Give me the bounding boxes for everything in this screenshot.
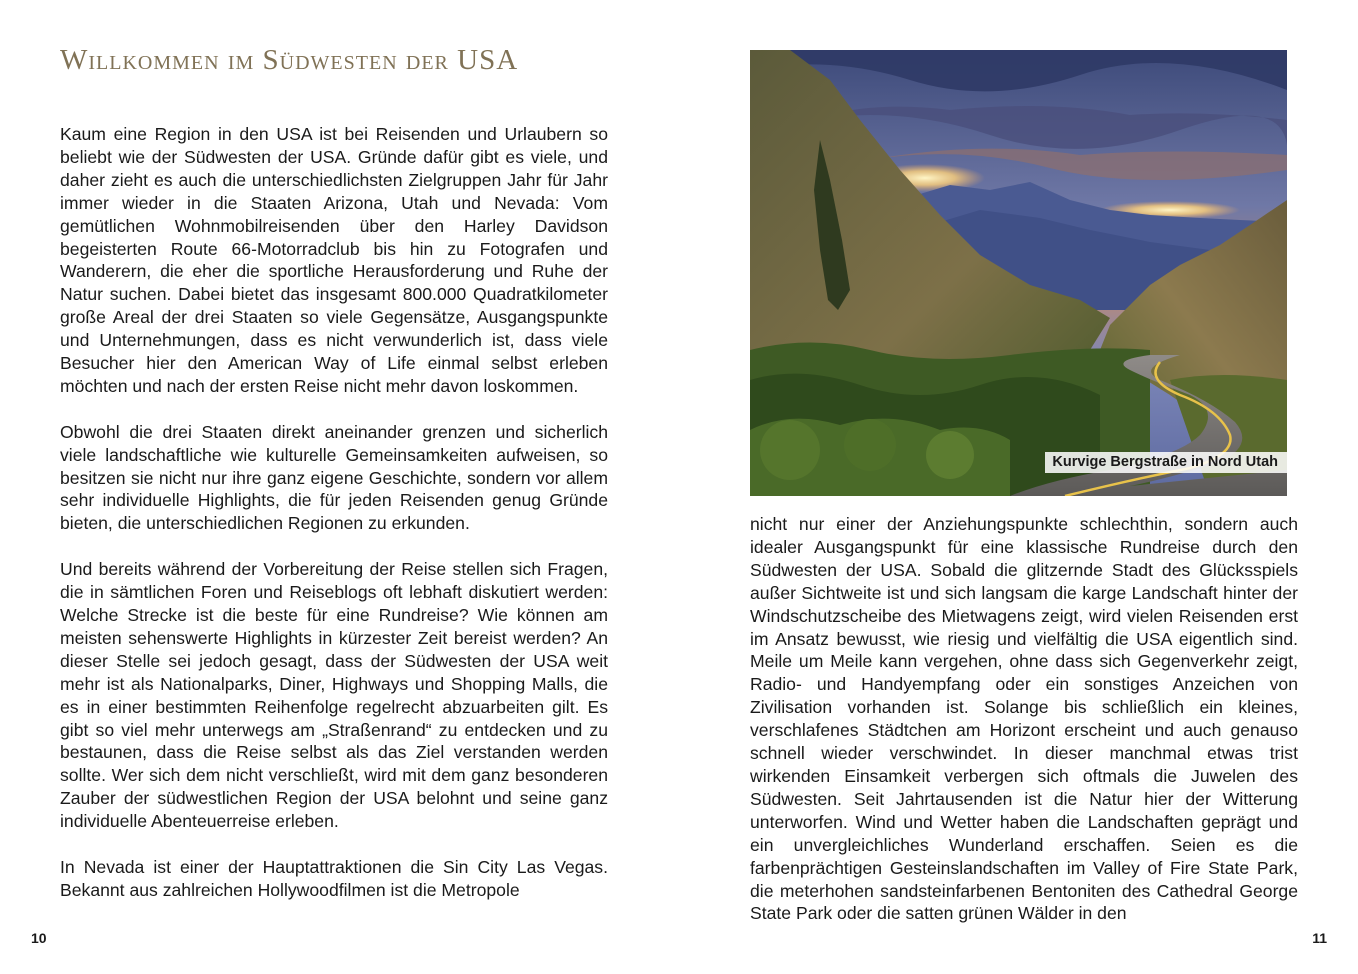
right-page bbox=[679, 0, 1358, 974]
paragraph: Und bereits während der Vorbereitung der Reise stellen sich Fragen, die in sämtlichen Foren und Reiseblogs oft lebhaft diskutiert werden: Welche Strecke ist die beste für eine Rundreise? Wie können am meisten sehenswerte Highlights in kürzester Zeit bereist werden? An dieser Stelle sei jedoch gesagt, dass der Südwesten der USA weit mehr ist als Nationalparks, Diner, Highways und Shopping Malls, die es in einer bestimmten Reihenfolge regelrecht abzuarbeiten gilt. Es gibt so viel mehr unterwegs am „Straßenrand“ zu entdecken und zu bestaunen, dass die Reise selbst als das Ziel verstanden werden sollte. Wer sich dem nicht verschließt, wird mit dem ganz besonderen Zauber der südwestlichen Region der USA belohnt und seine ganz individuelle Abenteuerreise erleben. bbox=[60, 559, 608, 832]
paragraph: nicht nur einer der Anziehungspunkte schlechthin, sondern auch idealer Ausgangspunkt für eine klassische Rundreise durch den Südwesten der USA. Sobald die glitzernde Stadt des Glücksspiels außer Sichtweite ist und sich langsam die karge Landschaft hinter der Windschutzscheibe des Mietwagens zeigt, wird vielen Reisenden erst im Ansatz bewusst, wie riesig und vielfältig die USA eigentlich sind. Meile um Meile kann vergehen, ohne dass sich Gegenverkehr zeigt, Radio- und Handyempfang oder ein sonstiges Anzeichen von Zivilisation vorhanden ist. Solange bis schließlich ein kleines, verschlafenes Städtchen am Horizont erscheint und auch genauso schnell wieder verschwindet. In dieser manchmal etwas trist wirkenden Einsamkeit verbergen sich oftmals die Juwelen des Südwesten. Seit Jahrtausenden ist die Natur hier der Witterung unterworfen. Wind und Wetter haben die Landschaften geprägt und ein unvergleichliches Wunderland erschaffen. Seien es die farbenprächtigen Gesteinslandschaften im Valley of Fire State Park, die meterhohen sandsteinfarbenen Bentoniten des Cathedral George State Park oder die satten grünen Wälder in den bbox=[750, 514, 1298, 924]
paragraph: In Nevada ist einer der Hauptattraktionen die Sin City Las Vegas. Bekannt aus zahlreichen Hollywoodfilmen ist die Metropole bbox=[60, 856, 608, 900]
left-text-column bbox=[60, 123, 608, 928]
landscape-photo bbox=[750, 50, 1287, 496]
page-number-right: 11 bbox=[1312, 930, 1327, 946]
paragraph: Obwohl die drei Staaten direkt aneinander grenzen und sicherlich viele landschaftliche wie kulturelle Gemeinsamkeiten aufweisen, so besitzen sie nicht nur ihre ganz eigene Geschichte, sondern vor allem sehr individuelle Highlights, die für jeden Reisenden genug Gründe bieten, die unterschiedlichen Regionen zu erkunden. bbox=[60, 421, 608, 534]
paragraph: Kaum eine Region in den USA ist bei Reisenden und Urlaubern so beliebt wie der Südwesten der USA. Gründe dafür gibt es viele, und daher zieht es auch die unterschiedlichsten Zielgruppen Jahr für Jahr immer wieder in die Staaten Arizona, Utah und Nevada: Vom gemütlichen Wohnmobilreisenden über den Harley Davidson begeisterten Route 66-Motorradclub bis hin zu Fotografen und Wanderern, die eher die sportliche Herausforderung und Ruhe der Natur suchen. Dabei bietet das insgesamt 800.000 Quadratkilometer große Areal der drei Staaten so viele Gegensätze, Ausgangspunkte und Unternehmungen, dass es nicht verwunderlich ist, dass viele Besucher hier den American Way of Life einmal selbst erleben möchten und nach der ersten Reise nicht mehr davon loskommen. bbox=[60, 124, 608, 396]
chapter-title: Willkommen im Südwesten der USA bbox=[60, 44, 519, 76]
photo-caption: Kurvige Bergstraße in Nord Utah bbox=[1045, 452, 1287, 473]
right-text-column bbox=[750, 513, 1298, 927]
mountain-road-illustration bbox=[750, 50, 1287, 496]
page-number-left: 10 bbox=[31, 930, 47, 946]
